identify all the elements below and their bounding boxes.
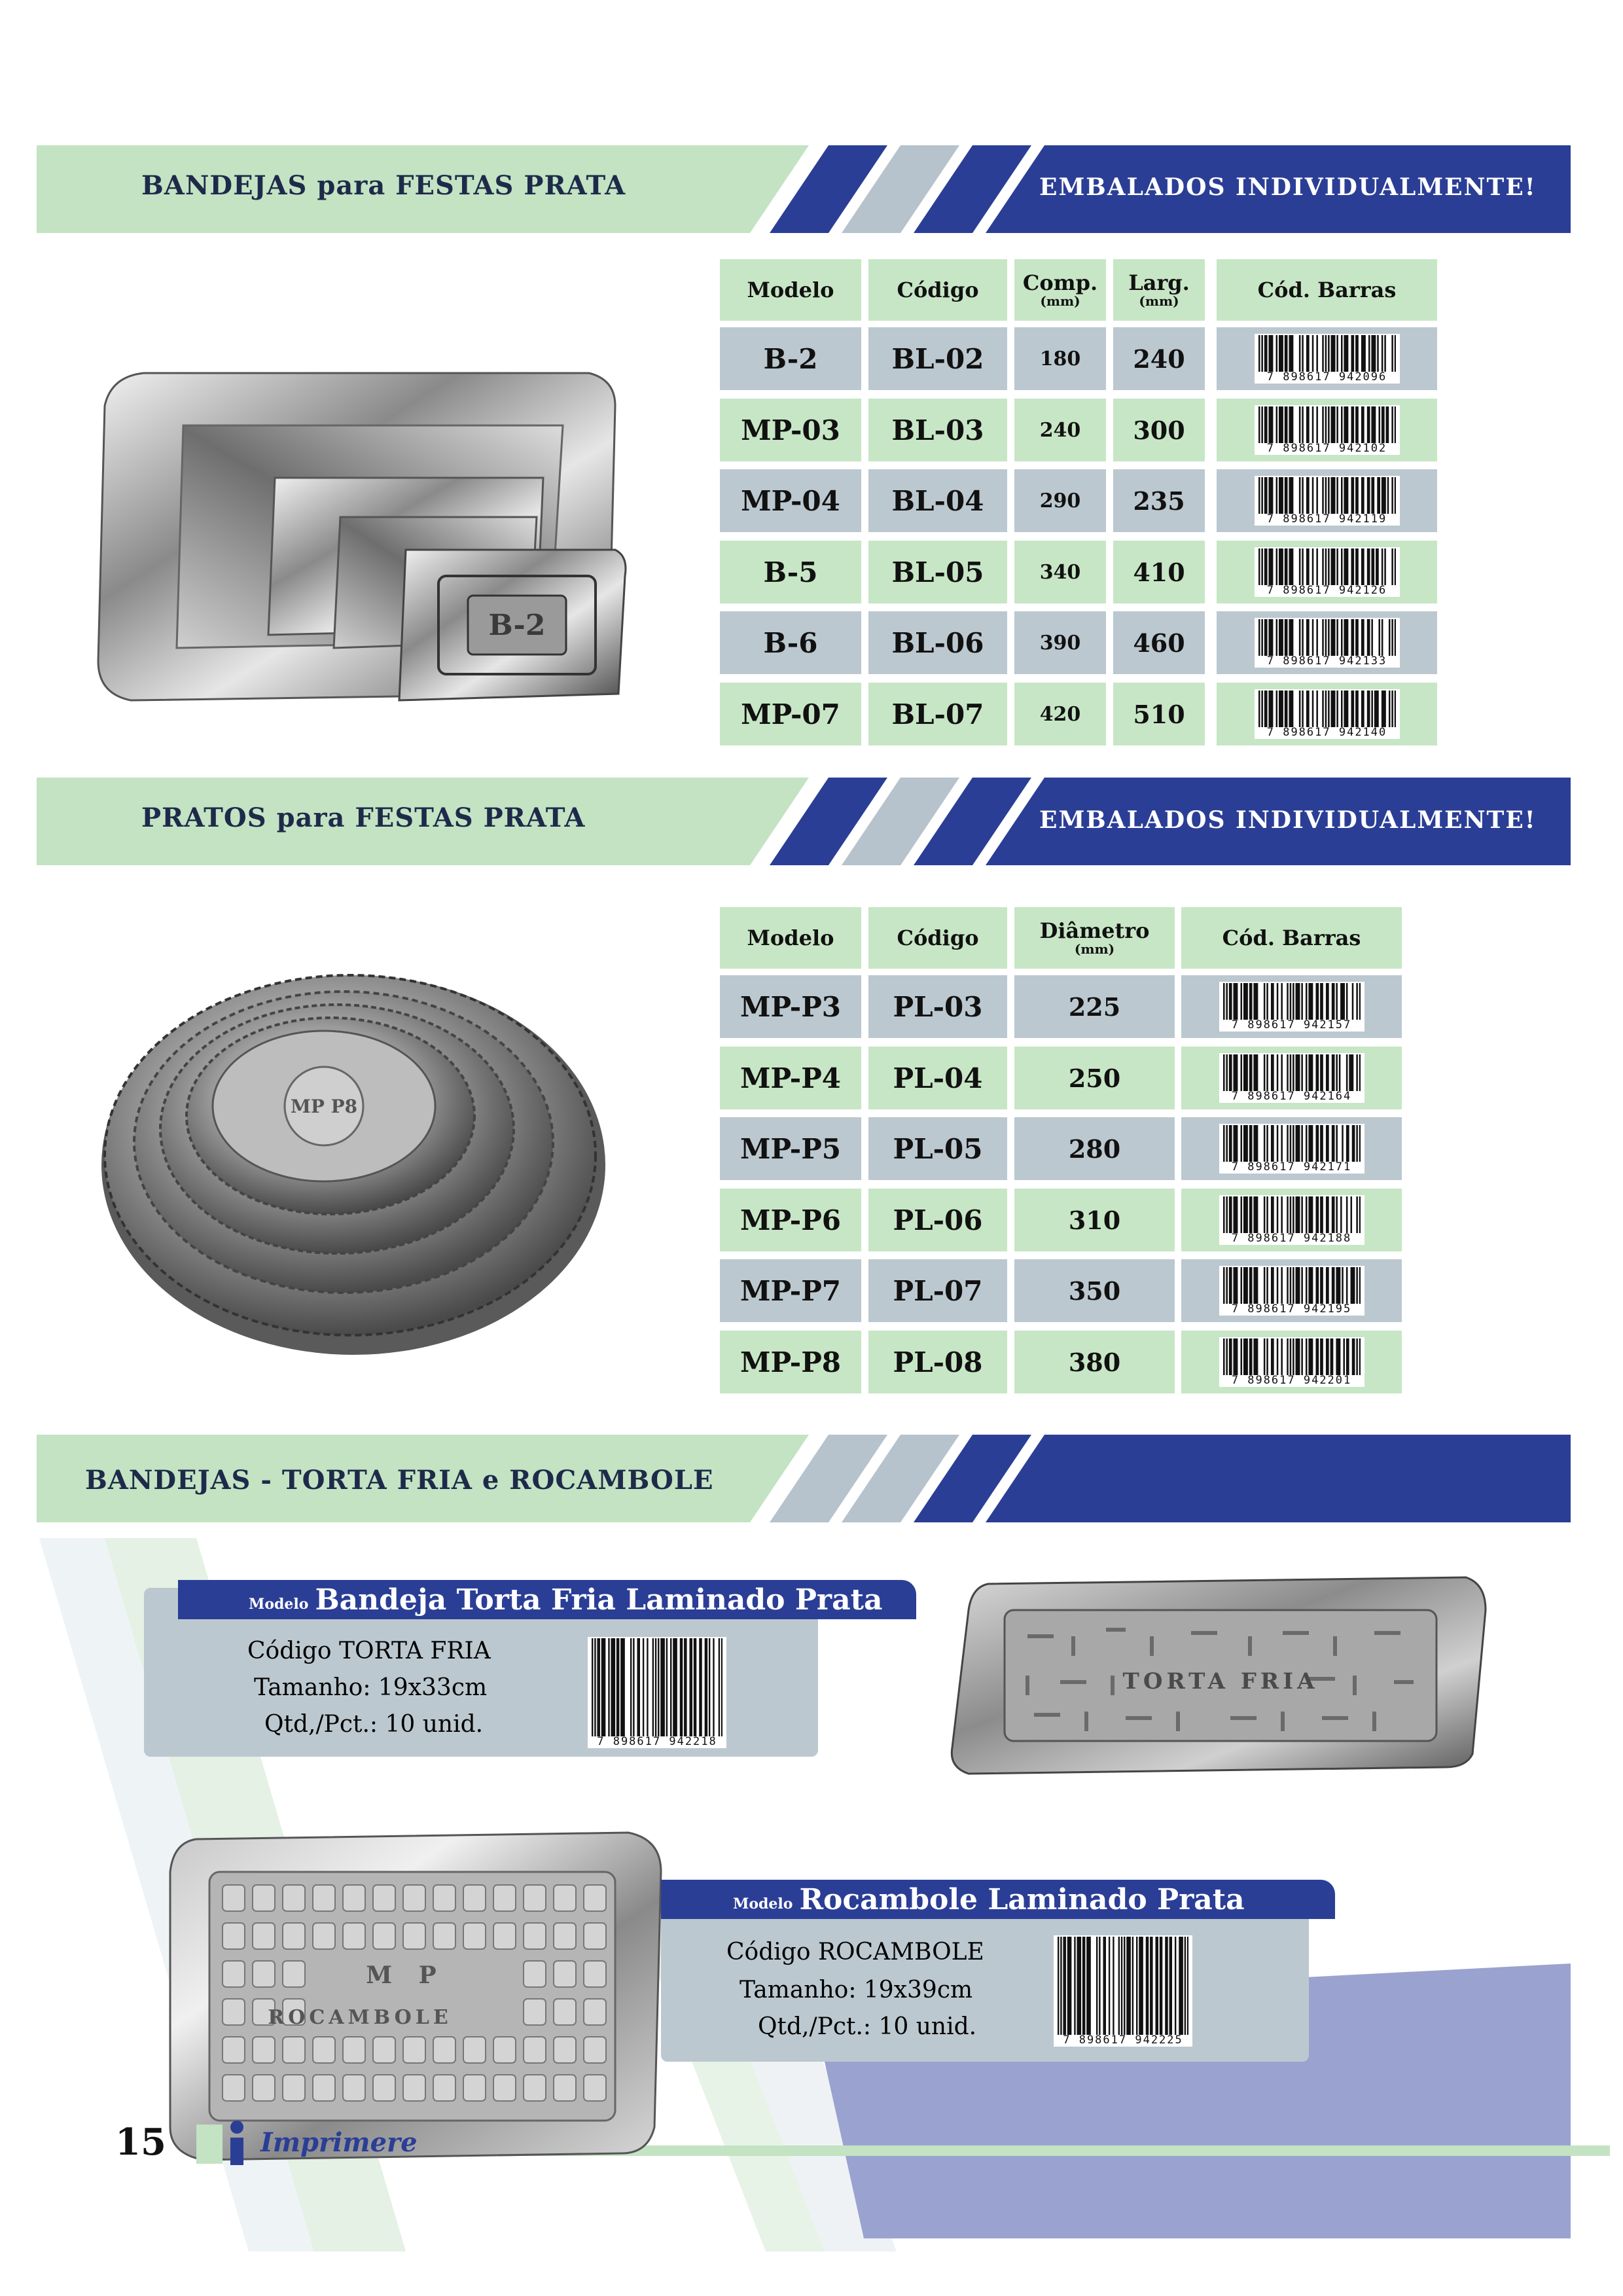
s1-cell-codigo: BL-05 — [868, 541, 1007, 603]
s1-header-larg-label: Larg. — [1128, 270, 1190, 295]
s2-cell-diametro: 225 — [1014, 975, 1175, 1038]
rocambole-emboss-top: M P — [366, 1962, 446, 1989]
torta-codigo — [247, 1638, 491, 1664]
s1-cell-larg: 240 — [1113, 327, 1205, 390]
s2-header-diametro — [1014, 907, 1175, 969]
s2-header-barras: Cód. Barras — [1181, 907, 1402, 969]
torta-barcode-bars — [592, 1638, 722, 1736]
rocambole-tray-image — [144, 1826, 681, 2166]
s1-cell-codigo: BL-07 — [868, 683, 1007, 745]
s1-cell-barcode — [1217, 611, 1437, 674]
s2-cell-codigo: PL-04 — [868, 1047, 1007, 1109]
s1-cell-codigo: BL-03 — [868, 399, 1007, 461]
torta-barcode — [579, 1632, 736, 1753]
s1-cell-comp: 180 — [1014, 327, 1106, 390]
torta-model-label: Modelo — [249, 1596, 309, 1613]
s2-barcode-bars — [1223, 1267, 1361, 1304]
section1-title: BANDEJAS para FESTAS PRATA — [141, 170, 626, 201]
s1-cell-modelo: B-2 — [720, 327, 861, 390]
s2-cell-barcode — [1181, 1259, 1402, 1322]
s2-cell-diametro: 380 — [1014, 1331, 1175, 1393]
torta-barcode-wrap — [588, 1637, 726, 1748]
s1-cell-comp: 390 — [1014, 611, 1106, 674]
s2-cell-modelo: MP-P5 — [720, 1117, 861, 1180]
s2-cell-barcode — [1181, 1331, 1402, 1393]
s1-cell-barcode — [1217, 327, 1437, 390]
s1-barcode-bars — [1258, 477, 1396, 514]
torta-tamanho-value: 19x33cm — [378, 1674, 488, 1701]
brand-name: Imprimere — [260, 2127, 418, 2158]
s2-cell-modelo: MP-P6 — [720, 1189, 861, 1251]
s1-cell-larg: 235 — [1113, 469, 1205, 532]
s1-cell-comp: 240 — [1014, 399, 1106, 461]
section2-title: PRATOS para FESTAS PRATA — [141, 802, 586, 833]
s2-cell-diametro: 310 — [1014, 1189, 1175, 1251]
s1-barcode-number: 7 898617 942102 — [1266, 442, 1387, 455]
s1-cell-larg: 410 — [1113, 541, 1205, 603]
s2-cell-modelo: MP-P8 — [720, 1331, 861, 1393]
s2-cell-codigo: PL-06 — [868, 1189, 1007, 1251]
s2-barcode-number: 7 898617 942188 — [1231, 1232, 1352, 1245]
s1-header-larg-unit: (mm) — [1139, 293, 1179, 309]
s2-cell-diametro: 280 — [1014, 1117, 1175, 1180]
rocambole-barcode-wrap — [1054, 1935, 1192, 2047]
s2-barcode-number: 7 898617 942157 — [1231, 1018, 1352, 1031]
s1-cell-barcode — [1217, 469, 1437, 532]
torta-model-pill — [178, 1580, 916, 1619]
s2-cell-codigo: PL-05 — [868, 1117, 1007, 1180]
rocambole-codigo-label: Código — [726, 1939, 811, 1965]
s2-barcode-wrap — [1219, 1337, 1364, 1387]
torta-codigo-value: TORTA FRIA — [338, 1638, 491, 1664]
rocambole-qtd — [758, 2013, 976, 2040]
s1-barcode-number: 7 898617 942133 — [1266, 655, 1387, 668]
torta-emboss-label: TORTA FRIA — [1122, 1668, 1319, 1695]
rocambole-model-name: Rocambole Laminado Prata — [799, 1883, 1245, 1916]
s2-barcode-bars — [1223, 1125, 1361, 1162]
s1-barcode-wrap — [1255, 476, 1400, 526]
silver-plates-image — [92, 956, 615, 1361]
s2-cell-codigo: PL-03 — [868, 975, 1007, 1038]
rocambole-barcode-number: 7 898617 942225 — [1063, 2034, 1183, 2047]
s1-header-barras: Cód. Barras — [1217, 259, 1437, 321]
rocambole-qtd-label: Qtd,/Pct.: — [758, 2013, 872, 2040]
silver-trays-image — [92, 353, 628, 720]
s1-cell-comp: 340 — [1014, 541, 1106, 603]
torta-tamanho-label: Tamanho: — [254, 1674, 371, 1701]
s2-cell-modelo: MP-P7 — [720, 1259, 861, 1322]
s2-cell-modelo: MP-P3 — [720, 975, 861, 1038]
s1-header-comp-unit: (mm) — [1040, 293, 1080, 309]
rocambole-emboss-bottom: ROCAMBOLE — [268, 2006, 452, 2029]
s2-cell-diametro: 350 — [1014, 1259, 1175, 1322]
s1-cell-larg: 510 — [1113, 683, 1205, 745]
s1-cell-codigo: BL-02 — [868, 327, 1007, 390]
s1-barcode-bars — [1258, 619, 1396, 656]
s2-barcode-number: 7 898617 942201 — [1231, 1374, 1352, 1387]
s1-cell-codigo: BL-04 — [868, 469, 1007, 532]
rocambole-barcode-bars — [1058, 1937, 1188, 2035]
s1-barcode-number: 7 898617 942126 — [1266, 584, 1387, 597]
s1-barcode-bars — [1258, 548, 1396, 585]
s1-barcode-wrap — [1255, 689, 1400, 739]
s2-cell-barcode — [1181, 1047, 1402, 1109]
torta-fria-tray-image — [942, 1571, 1492, 1780]
s2-cell-diametro: 250 — [1014, 1047, 1175, 1109]
s1-barcode-wrap — [1255, 618, 1400, 668]
s2-barcode-number: 7 898617 942164 — [1231, 1090, 1352, 1103]
s1-barcode-number: 7 898617 942096 — [1266, 370, 1387, 384]
s2-cell-codigo: PL-08 — [868, 1331, 1007, 1393]
s1-barcode-bars — [1258, 691, 1396, 727]
rocambole-model-label: Modelo — [733, 1895, 793, 1912]
s2-cell-barcode — [1181, 975, 1402, 1038]
s1-cell-modelo: MP-04 — [720, 469, 861, 532]
s1-cell-comp: 420 — [1014, 683, 1106, 745]
torta-qtd — [264, 1711, 483, 1738]
rocambole-codigo-value: ROCAMBOLE — [817, 1939, 984, 1965]
torta-qtd-label: Qtd,/Pct.: — [264, 1711, 378, 1738]
s2-barcode-bars — [1223, 983, 1361, 1020]
s1-barcode-number: 7 898617 942140 — [1266, 726, 1387, 739]
rocambole-codigo — [726, 1939, 984, 1965]
page-number: 15 — [115, 2121, 166, 2164]
s1-header-modelo: Modelo — [720, 259, 861, 321]
s1-barcode-wrap — [1255, 547, 1400, 597]
s2-barcode-wrap — [1219, 1053, 1364, 1103]
s1-header-comp — [1014, 259, 1106, 321]
rocambole-barcode — [1044, 1931, 1202, 2051]
s1-barcode-number: 7 898617 942119 — [1266, 512, 1387, 526]
s2-header-codigo: Código — [868, 907, 1007, 969]
s1-cell-barcode — [1217, 683, 1437, 745]
s1-cell-barcode — [1217, 399, 1437, 461]
s2-cell-modelo: MP-P4 — [720, 1047, 861, 1109]
rocambole-tamanho — [740, 1977, 972, 2003]
rocambole-tamanho-label: Tamanho: — [740, 1977, 857, 2003]
rocambole-qtd-value: 10 unid. — [878, 2013, 977, 2040]
s2-header-modelo: Modelo — [720, 907, 861, 969]
s1-cell-modelo: MP-03 — [720, 399, 861, 461]
section2-tag: EMBALADOS INDIVIDUALMENTE! — [1039, 806, 1537, 834]
torta-qtd-value: 10 unid. — [385, 1711, 484, 1738]
tray-emboss-label: B-2 — [488, 609, 546, 642]
s1-barcode-bars — [1258, 406, 1396, 443]
s1-cell-comp: 290 — [1014, 469, 1106, 532]
torta-tamanho — [254, 1674, 487, 1701]
s2-barcode-bars — [1223, 1196, 1361, 1233]
section3-title: BANDEJAS - TORTA FRIA e ROCAMBOLE — [85, 1465, 714, 1496]
s1-cell-larg: 460 — [1113, 611, 1205, 674]
s1-cell-larg: 300 — [1113, 399, 1205, 461]
s1-header-comp-label: Comp. — [1022, 270, 1098, 295]
torta-codigo-label: Código — [247, 1638, 332, 1664]
rocambole-model-pill — [661, 1880, 1335, 1919]
s1-cell-codigo: BL-06 — [868, 611, 1007, 674]
s1-barcode-wrap — [1255, 405, 1400, 455]
section1-tag: EMBALADOS INDIVIDUALMENTE! — [1039, 173, 1537, 201]
s2-header-diametro-unit: (mm) — [1074, 941, 1115, 957]
s2-barcode-wrap — [1219, 1195, 1364, 1245]
s2-barcode-wrap — [1219, 1124, 1364, 1174]
imprimere-logo-icon — [196, 2118, 255, 2170]
s2-barcode-number: 7 898617 942171 — [1231, 1160, 1352, 1174]
s2-header-diametro-label: Diâmetro — [1039, 918, 1150, 943]
s2-barcode-bars — [1223, 1054, 1361, 1091]
s1-cell-modelo: MP-07 — [720, 683, 861, 745]
s2-barcode-number: 7 898617 942195 — [1231, 1302, 1352, 1316]
s1-barcode-wrap — [1255, 334, 1400, 384]
plate-emboss-label: MP P8 — [290, 1096, 358, 1117]
s2-barcode-wrap — [1219, 1266, 1364, 1316]
s1-cell-barcode — [1217, 541, 1437, 603]
s1-header-larg — [1113, 259, 1205, 321]
s1-cell-modelo: B-6 — [720, 611, 861, 674]
rocambole-tamanho-value: 19x39cm — [863, 1977, 973, 2003]
s2-barcode-bars — [1223, 1338, 1361, 1375]
s2-cell-barcode — [1181, 1117, 1402, 1180]
torta-barcode-number: 7 898617 942218 — [597, 1735, 717, 1748]
s1-barcode-bars — [1258, 335, 1396, 372]
s2-cell-codigo: PL-07 — [868, 1259, 1007, 1322]
s2-barcode-wrap — [1219, 982, 1364, 1031]
s1-cell-modelo: B-5 — [720, 541, 861, 603]
s1-header-codigo: Código — [868, 259, 1007, 321]
torta-model-name: Bandeja Torta Fria Laminado Prata — [315, 1583, 883, 1617]
s2-cell-barcode — [1181, 1189, 1402, 1251]
